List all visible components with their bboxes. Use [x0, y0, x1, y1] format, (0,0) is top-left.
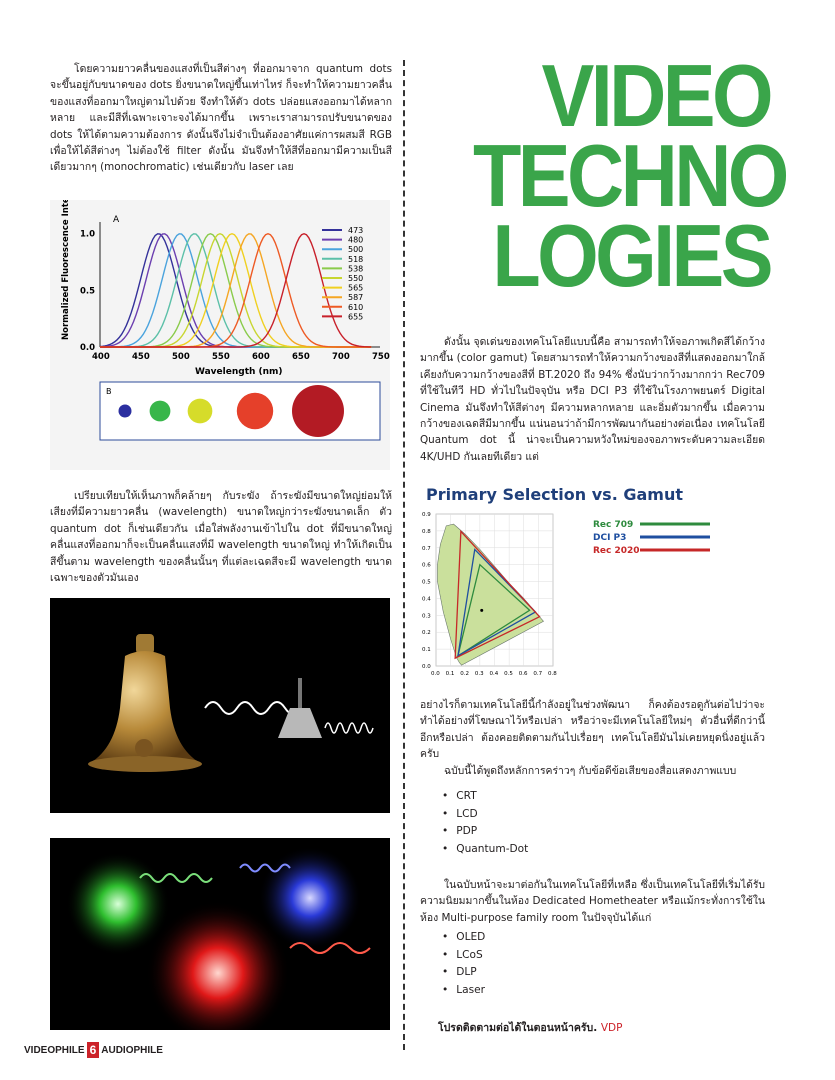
gamut-x-tick: 0.7	[533, 671, 543, 677]
page-title	[473, 46, 786, 305]
spectrum-curve-655	[100, 234, 371, 347]
fluorescence-figure	[50, 200, 390, 470]
title-line-2: TECHNO	[473, 126, 786, 225]
legend-label-610: 610	[348, 302, 364, 312]
title-line-1: VIDEO	[541, 46, 770, 145]
legend-label-480: 480	[348, 235, 364, 245]
panel-a-label: A	[113, 215, 120, 225]
white-point	[480, 609, 483, 612]
sound-wave-high	[325, 723, 373, 733]
gamut-y-tick: 0.0	[422, 664, 431, 670]
left-paragraph-2: เปรียบเทียบให้เห็นภาพก็คล้ายๆ กับระฆัง ถ้าระฆังมีขนาดใหญ่ย่อมให้เสียงที่มีความยาวคลื่น (wavelength) ขนาดใหญ่กว่าระฆังขนาดเล็ก ตัว quantum dot ก็เช่นเดียวกัน เมื่อใส่พลังงานเข้าไปใน dot ที่มีขนาดใหญ่ คลื่นแสงที่ออกมาก็จะเป็นคลื่นแสงที่มี wavelength ขนาดใหญ่ ทำให้เกิดเป็นสีขึ้นตาม wavelength ของคลื่นนั้นๆ ที่แต่ละเฉดสีจะมี wavelength ขนาดเฉพาะของตัวมันเอง	[50, 490, 392, 585]
quantum-dot-1	[119, 405, 132, 418]
legend-label-587: 587	[348, 293, 364, 303]
legend-label-655: 655	[348, 312, 364, 322]
gamut-y-tick: 0.2	[422, 630, 431, 637]
fluor-x-tick: 750	[372, 352, 390, 362]
gamut-y-tick: 0.6	[422, 562, 431, 569]
quantum-dot-glow-photo	[50, 838, 390, 1030]
spectrum-curve-538	[100, 234, 371, 347]
fluor-ylabel: Normalized Fluorescence Intensity	[61, 200, 71, 340]
gamut-x-tick: 0.1	[445, 671, 455, 677]
gamut-x-tick: 0.4	[489, 671, 499, 677]
gamut-y-tick: 0.9	[422, 512, 431, 518]
panel-b-label: B	[106, 387, 112, 396]
display-list-1	[442, 788, 528, 858]
footer-videophile: VIDEOPHILE	[24, 1044, 85, 1056]
gamut-legend-label: Rec 2020	[593, 546, 640, 556]
gamut-chart	[418, 478, 758, 678]
legend-label-565: 565	[348, 283, 364, 293]
gamut-x-tick: 0.6	[518, 671, 528, 677]
fluor-x-tick: 600	[252, 352, 270, 362]
spectrum-curve-518	[100, 234, 371, 347]
gamut-x-tick: 0.3	[474, 671, 484, 677]
fluor-xlabel: Wavelength (nm)	[195, 367, 283, 377]
fluor-x-tick: 500	[172, 352, 190, 362]
continuation-note	[438, 1019, 622, 1036]
fluor-y-tick: 0.5	[80, 286, 96, 297]
right-paragraph-1: ดังนั้น จุดเด่นของเทคโนโลยีแบบนี้คือ สามารถทำให้จอภาพเกิดสีได้กว้างมากขึ้น (color gamut) โดยสามารถทำให้ความกว้างของสีที่แสดงออกมาใกล้เคียงกับความกว้างของสีที่ BT.2020 ถึง 94% ซึ่งนับว่ากว้างมากกว่า Rec709 ที่ใช้ในทีวี HD ทั่วไปในปัจจุบัน หรือ DCI P3 ที่ใช้ในโรงภาพยนตร์ Digital Cinema มันจึงทำให้สีต่างๆ มีความหลากหลาย และอิ่มตัวมากขึ้น เมื่อความกว้างของเฉดสีมีมากขึ้น แน่นอนว่าถ้ามีการพัฒนากันอย่างต่อเนื่อง เทคโนโลยี Quantum dot นี้ น่าจะเป็นความหวังใหม่ของจอภาพระดับความละเอียด 4K/UHD กันเลยทีเดียว แต่	[420, 336, 765, 463]
list-item: • DLP	[442, 964, 485, 982]
left-paragraph-1: โดยความยาวคลื่นของแสงที่เป็นสีต่างๆ ที่ออกมาจาก quantum dots จะขึ้นอยู่กับขนาดของ dots ยิ่งขนาดใหญ่ขึ้นเท่าไหร่ ก็จะทำให้ความยาวคลื่นของแสงที่ออกมาใหญ่ตามไปด้วย จึงทำให้ตัว dots ปล่อยแสงออกมาได้หลากหลาย และมีสีที่เฉพาะเจาะจงได้มากขึ้น เพราะเราสามารถปรับขนาดของ dots ให้ได้ตามความต้องการ ดังนั้นจึงไม่จำเป็นต้องอาศัยแค่การผสมสี RGB เพื่อให้ได้สีต่างๆ ไม่ต้องใช้ filter ดังนั้น มันจึงทำให้สีที่ออกมามีความเป็นสีเดียวมากๆ (monochromatic) เช่นเดียวกับ laser เลย	[50, 63, 392, 174]
list-item: • PDP	[442, 823, 528, 841]
quantum-dot-4	[237, 393, 273, 429]
legend-label-500: 500	[348, 245, 364, 255]
spectrum-curve-610	[100, 234, 371, 347]
gamut-y-tick: 0.1	[422, 647, 431, 654]
gamut-x-tick: 0.8	[548, 671, 557, 677]
gamut-y-tick: 0.3	[422, 613, 431, 620]
author-tag: VDP	[600, 1022, 623, 1034]
footer-audiophile: AUDIOPHILE	[101, 1044, 163, 1056]
fluor-x-tick: 650	[292, 352, 310, 362]
fluor-x-tick: 700	[332, 352, 350, 362]
fluor-x-tick: 550	[212, 352, 230, 362]
gamut-x-tick: 0.2	[460, 671, 469, 677]
title-line-3: LOGIES	[492, 206, 770, 305]
fluorescence-chart	[50, 200, 390, 470]
gamut-y-tick: 0.8	[422, 528, 431, 535]
legend-label-538: 538	[348, 264, 364, 274]
fluor-y-tick: 0.0	[80, 343, 96, 353]
spectrum-curve-480	[100, 234, 371, 347]
list-item: • Laser	[442, 982, 485, 1000]
list-item: • Quantum-Dot	[442, 841, 528, 859]
gamut-legend-label: Rec 709	[593, 520, 634, 530]
display-list-2	[442, 929, 485, 999]
spectrum-curve-500	[100, 234, 371, 347]
spectrum-curve-550	[100, 234, 371, 347]
gamut-y-tick: 0.7	[422, 545, 431, 552]
spectrum-curve-587	[100, 234, 371, 347]
gamut-x-tick: 0.5	[504, 671, 513, 677]
right-paragraph-3: ฉบับนี้ได้พูดถึงหลักการคร่าวๆ กับข้อดีข้อเสียของสื่อแสดงภาพแบบ	[444, 765, 737, 777]
fluor-x-tick: 400	[92, 352, 110, 362]
continuation-text: โปรดติดตามต่อได้ในตอนหน้าครับ.	[438, 1022, 598, 1034]
list-item: • LCoS	[442, 947, 485, 965]
list-item: • LCD	[442, 806, 528, 824]
fluor-x-tick: 450	[132, 352, 150, 362]
legend-label-473: 473	[348, 226, 364, 235]
right-paragraph-4: ในฉบับหน้าจะมาต่อกันในเทคโนโลยีที่เหลือ ซึ่งเป็นเทคโนโลยีที่เริ่มได้รับความนิยมมากขึ้นในห้อง Dedicated Hometheater หรือแม้กระทั่งการใช้ในห้อง Multi-purpose family room ในปัจจุบันได้แก่	[420, 879, 765, 924]
quantum-dot-5	[292, 385, 344, 437]
gamut-y-tick: 0.5	[422, 579, 431, 586]
page-footer	[24, 1042, 163, 1058]
large-bell-icon	[88, 634, 202, 772]
bell-illustration	[50, 598, 390, 813]
gamut-legend-label: DCI P3	[593, 533, 627, 543]
column-divider	[403, 60, 405, 1050]
quantum-dot-3	[188, 399, 213, 424]
right-paragraph-2: อย่างไรก็ตามเทคโนโลยีนี้กำลังอยู่ในช่วงพัฒนา ก็คงต้องรอดูกันต่อไปว่าจะทำได้อย่างที่โฆษณาไว้หรือเปล่า หรือว่าจะมีเทคโนโลยีใหม่ๆ ตัวอื่นที่ดีกว่านี้อีกหรือเปล่า ต้องคอยติดตามกันไปเรื่อยๆ เทคโนโลยีมันไม่เคยหยุดนิ่งอยู่แล้วครับ	[420, 699, 765, 761]
sound-wave-low	[205, 702, 301, 714]
gamut-x-tick: 0.0	[431, 671, 440, 677]
gamut-title: Primary Selection vs. Gamut	[426, 485, 683, 504]
spectrum-curve-565	[100, 234, 371, 347]
list-item: • OLED	[442, 929, 485, 947]
legend-label-550: 550	[348, 274, 364, 283]
fluor-y-tick: 1.0	[80, 229, 96, 240]
gamut-y-tick: 0.4	[422, 596, 431, 603]
page-number: 6	[87, 1042, 100, 1058]
list-item: • CRT	[442, 788, 528, 806]
gamut-figure	[418, 478, 758, 678]
spectrum-curve-473	[100, 234, 371, 347]
quantum-dot-2	[150, 401, 171, 422]
legend-label-518: 518	[348, 254, 364, 264]
